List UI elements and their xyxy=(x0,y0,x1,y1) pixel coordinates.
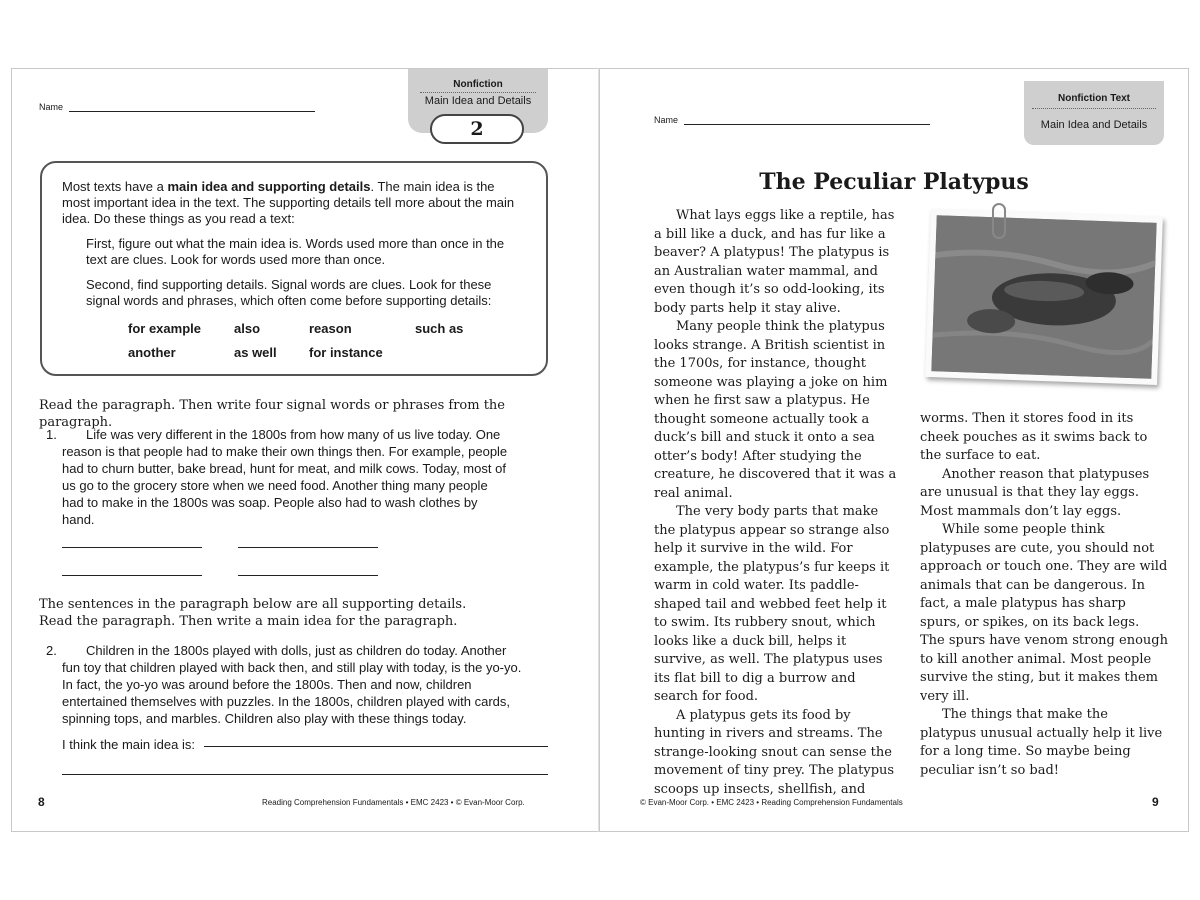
article-column-1 xyxy=(654,207,902,799)
task-1-paragraph: Life was very different in the 1800s from how many of us live today. One reason is that people had to make their own things then. For example, people had to churn butter, bake bread, hunt for meat, and milk cows. Today, most of us go to the grocery store when we need food. Another thing many people had to make in the 1800s was soap. People also had to wash clothes by hand. xyxy=(62,427,508,527)
instruction-intro: Most texts have a main idea and supporting details. The main idea is the most important idea in the text. The supporting details tell more about the main idea. Do these things as you read a text: xyxy=(62,179,515,226)
tab-category: Nonfiction xyxy=(420,79,536,93)
name-field xyxy=(39,102,315,112)
article-paragraph: worms. Then it stores food in its cheek pouches as it swims back to the surface to eat. xyxy=(920,411,1148,463)
main-idea-prompt: I think the main idea is: xyxy=(62,737,195,752)
left-page xyxy=(11,68,599,832)
name-label: Name xyxy=(39,102,64,112)
header-tab xyxy=(408,69,548,140)
main-idea-line-2[interactable] xyxy=(62,774,548,775)
article-paragraph: Another reason that platypuses are unusual is that they lay eggs. Most mammals don’t lay eggs. xyxy=(920,466,1150,519)
task-1-directions: Read the paragraph. Then write four signal words or phrases from the paragraph. xyxy=(39,398,506,430)
signal-word: such as xyxy=(415,321,464,336)
name-field xyxy=(654,115,930,125)
page-footer: Reading Comprehension Fundamentals • EMC 2423 • © Evan-Moor Corp. xyxy=(262,798,525,807)
article-paragraph: The very body parts that make the platypus appear so strange also help it survive in the wild. For example, the platypus’s fur keeps it warm in cold water. Its paddle-shaped tail and webbed feet help it to swim. Its rubbery snout, which looks like a duck bill, helps it survive, as well. The platypus uses its flat bill to dig a burrow and search for food. xyxy=(654,504,890,704)
instruction-box xyxy=(40,161,548,376)
signal-word: another xyxy=(128,345,176,360)
page-footer: © Evan-Moor Corp. • EMC 2423 • Reading Comprehension Fundamentals xyxy=(640,798,903,807)
answer-line-4[interactable] xyxy=(238,575,378,576)
signal-word: for instance xyxy=(309,345,383,360)
instruction-step-2: Second, find supporting details. Signal words are clues. Look for these signal words and phrases, which often come before supporting details: xyxy=(86,277,492,308)
signal-word: for example xyxy=(128,321,201,336)
platypus-image xyxy=(931,215,1156,379)
answer-line-1[interactable] xyxy=(62,547,202,548)
task-1-number: 1. xyxy=(46,427,57,442)
answer-line-3[interactable] xyxy=(62,575,202,576)
name-line[interactable] xyxy=(69,103,315,112)
answer-line-2[interactable] xyxy=(238,547,378,548)
article-paragraph: A platypus gets its food by hunting in rivers and streams. The strange-looking snout can sense the movement of tiny prey. The platypus scoops up insects, shellfish, and xyxy=(654,707,895,797)
instruction-step-1: First, figure out what the main idea is. Words used more than once in the text are clues. Look for words used more than once. xyxy=(86,236,505,267)
article-paragraph: What lays eggs like a reptile, has a bill like a duck, and has fur like a beaver? A platypus! The platypus is an Australian water mammal, and even though it’s so odd-looking, its body parts help it stay alive. xyxy=(654,208,895,316)
task-2-directions: The sentences in the paragraph below are all supporting details. Read the paragraph. Then write a main idea for the paragraph. xyxy=(39,597,467,629)
tab-category: Nonfiction Text xyxy=(1032,93,1156,109)
platypus-photo xyxy=(925,209,1163,385)
name-label: Name xyxy=(654,115,679,125)
unit-number: 2 xyxy=(430,114,524,144)
signal-word: also xyxy=(234,321,261,336)
article-title: The Peculiar Platypus xyxy=(759,169,1029,195)
page-number: 8 xyxy=(38,795,45,809)
right-page xyxy=(599,68,1189,832)
signal-word: reason xyxy=(309,321,352,336)
header-tab xyxy=(1024,81,1164,145)
name-line[interactable] xyxy=(684,116,930,125)
signal-word: as well xyxy=(234,345,277,360)
task-2-paragraph: Children in the 1800s played with dolls, just as children do today. Another fun toy that children played with back then, and still play with today, is the yo-yo. In fact, the yo-yo was around before the 1800s. Then and now, children entertained themselves with puzzles. In the 1800s, children played with cards, spinning tops, and marbles. Children also play with these things today. xyxy=(62,643,522,726)
article-paragraph: Many people think the platypus looks strange. A British scientist in the 1700s, for instance, thought someone was playing a joke on him when he first saw a platypus. He thought someone actually took a duck’s bill and stuck it onto a sea otter’s body! After studying the creature, he discovered that it was a real animal. xyxy=(654,319,897,501)
article-paragraph: While some people think platypuses are cute, you should not approach or touch one. They are wild animals that can be dangerous. In fact, a male platypus has sharp spurs, or spikes, on its back legs. The spurs have venom strong enough to kill another animal. Most people survive the sting, but it makes them very ill. xyxy=(920,522,1168,704)
task-2-number: 2. xyxy=(46,643,57,658)
tab-subtitle: Main Idea and Details xyxy=(1040,119,1148,131)
signal-words xyxy=(128,321,526,361)
article-paragraph: The things that make the platypus unusual actually help it live for a long time. So maybe being peculiar isn’t so bad! xyxy=(920,707,1163,778)
tab-subtitle: Main Idea and Details xyxy=(424,95,532,107)
main-idea-line-1[interactable] xyxy=(204,746,548,747)
article-column-2 xyxy=(920,410,1168,780)
page-number: 9 xyxy=(1152,795,1159,809)
paperclip-icon xyxy=(992,203,1006,239)
